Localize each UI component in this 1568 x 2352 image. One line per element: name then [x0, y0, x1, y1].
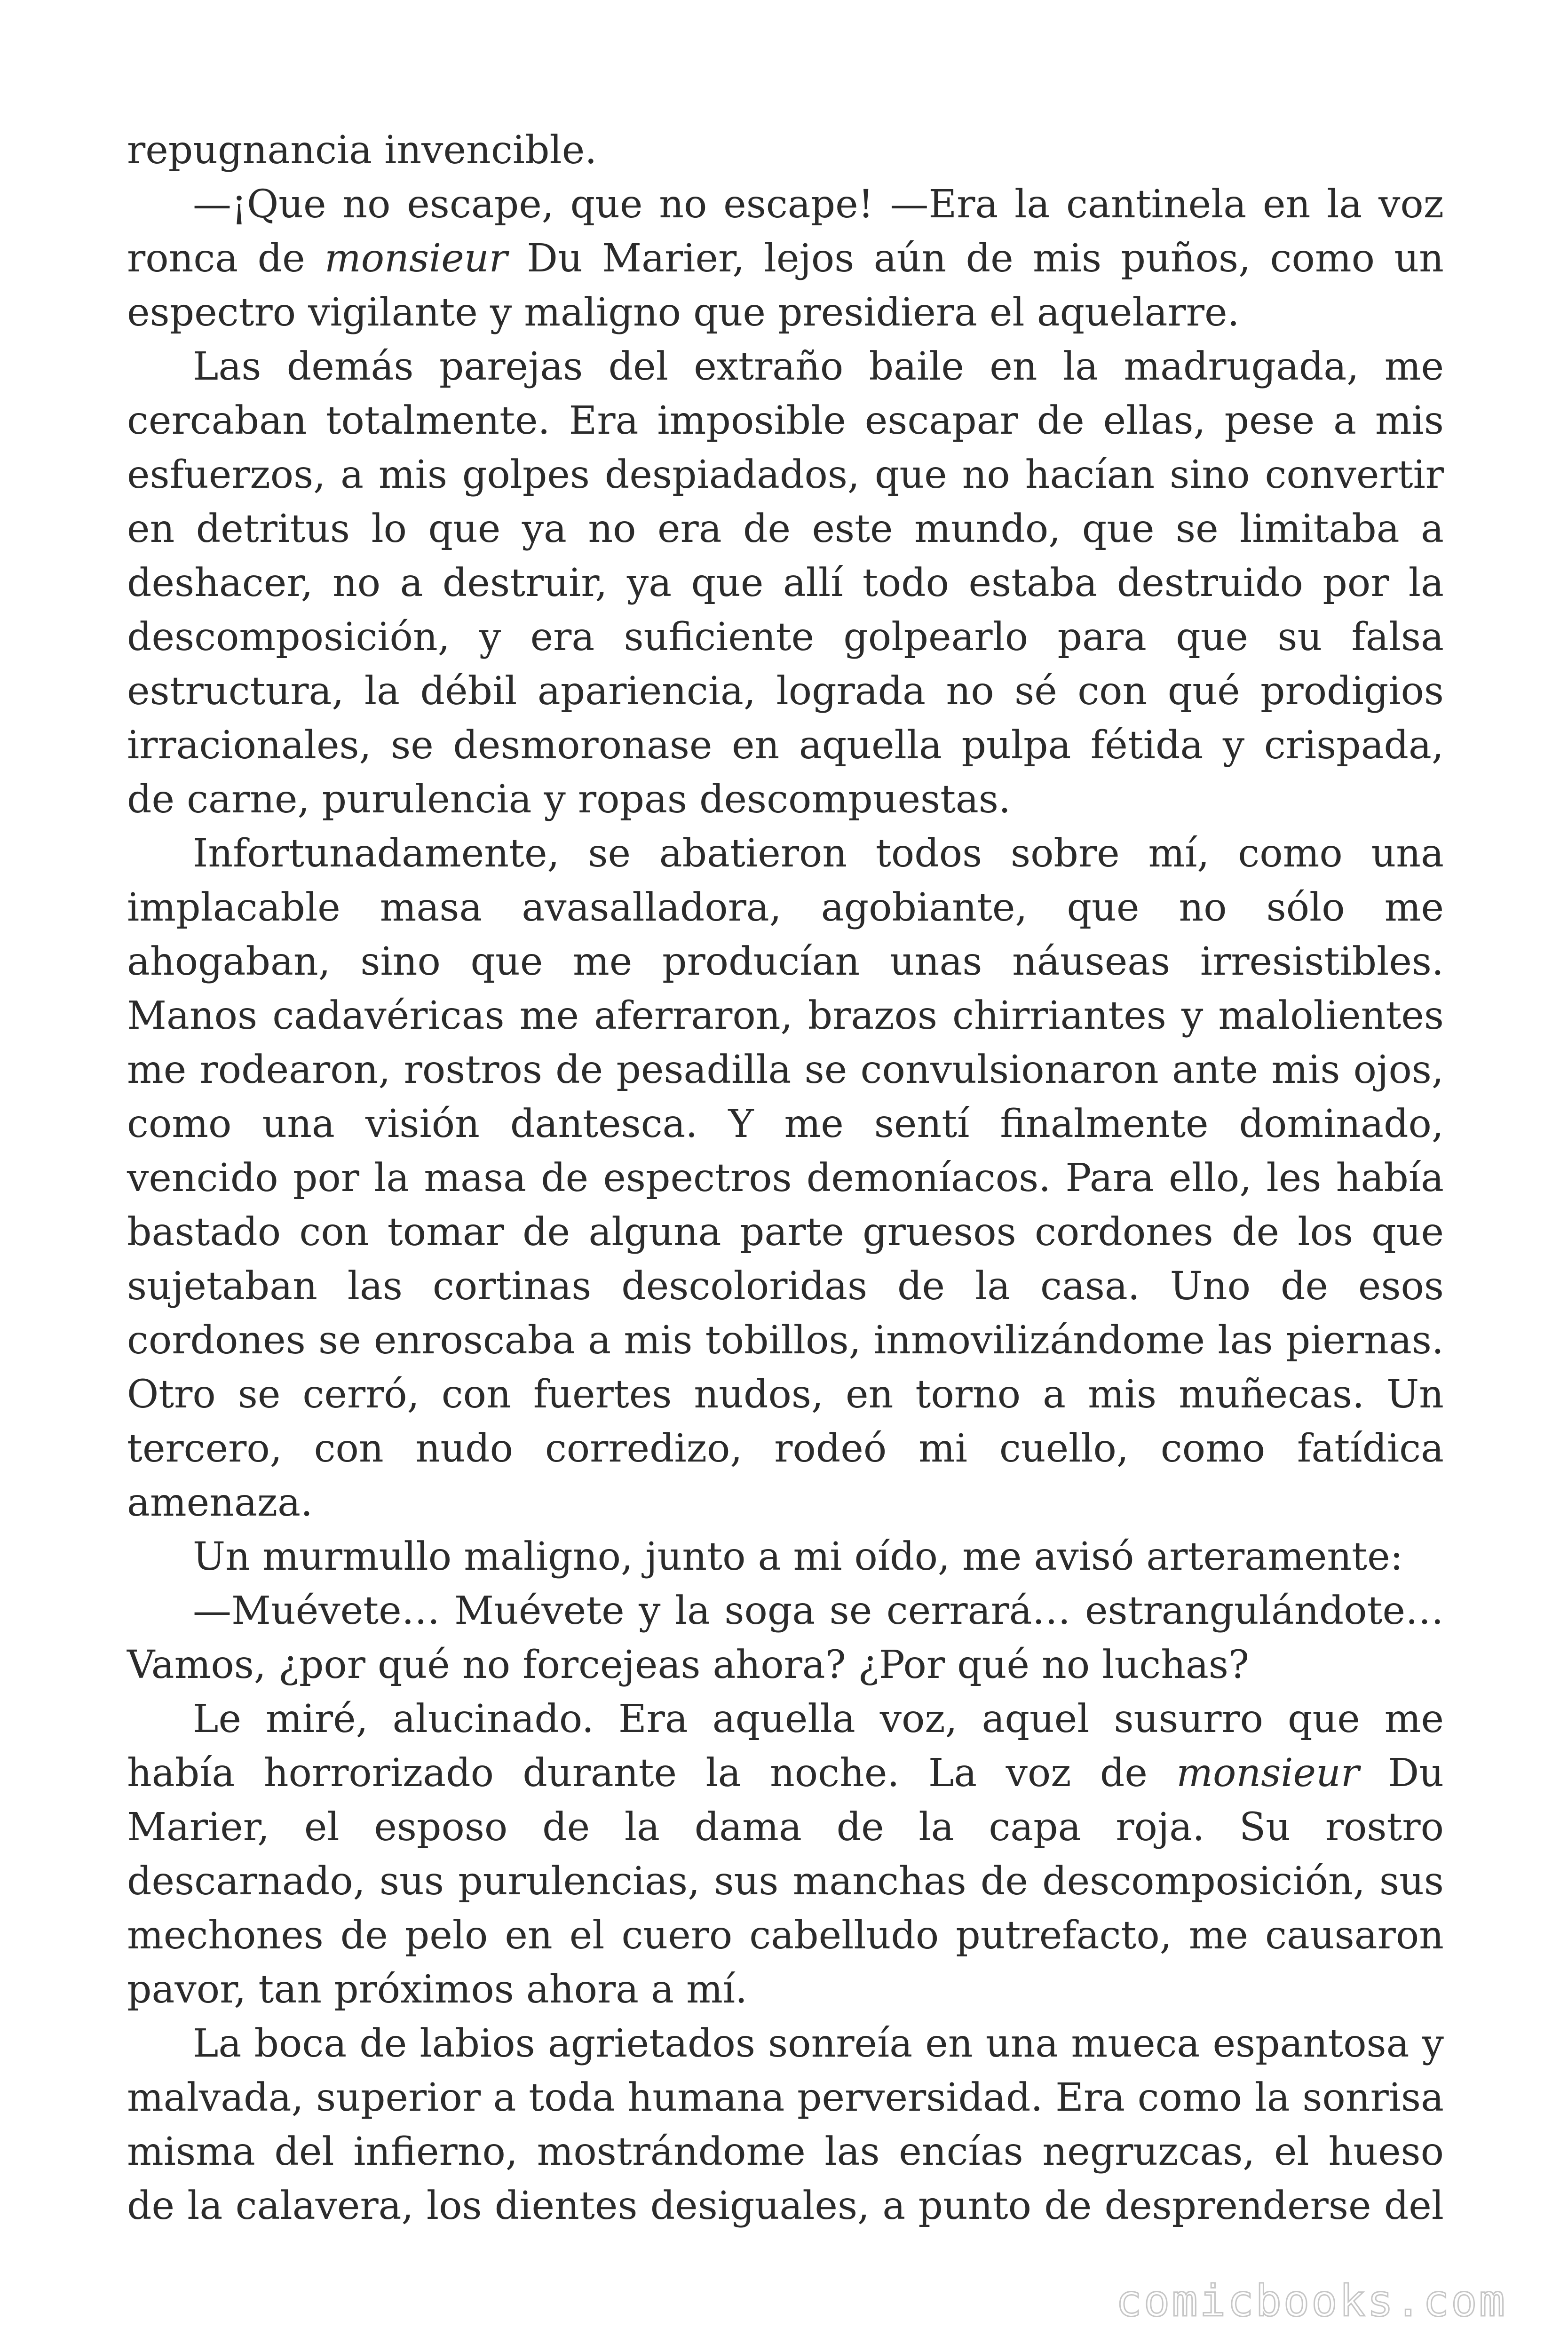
paragraph-text: Le miré, alucinado. Era aquella voz, aquel susurro que me había horrorizado durante la noche. La voz de	[127, 1697, 1444, 1796]
paragraph	[127, 123, 1444, 177]
watermark: comicbooks.com	[1116, 2276, 1507, 2326]
paragraph	[127, 2017, 1444, 2233]
paragraph	[127, 1530, 1444, 1584]
paragraph-text: La boca de labios agrietados sonreía en una mueca espantosa y malvada, superior a toda humana perversidad. Era como la sonrisa misma del infierno, mostrándome las encías negruzcas, el hueso de la calavera, los dientes desiguales, a punto de desprenderse del	[127, 2021, 1444, 2228]
paragraph-text: Infortunadamente, se abatieron todos sobre mí, como una implacable masa avasalladora, agobiante, que no sólo me ahogaban, sino que me producían unas náuseas irresistibles. Manos cadavéricas me aferraron, brazos chirriantes y malolientes me rodearon, rostros de pesadilla se convulsionaron ante mis ojos, como una visión dantesca. Y me sentí finalmente dominado, vencido por la masa de espectros demoníacos. Para ello, les había bastado con tomar de alguna parte gruesos cordones de los que sujetaban las cortinas descoloridas de la casa. Uno de esos cordones se enroscaba a mis tobillos, inmovilizándome las piernas. Otro se cerró, con fuertes nudos, en torno a mis muñecas. Un tercero, con nudo corredizo, rodeó mi cuello, como fatídica amenaza.	[127, 831, 1444, 1525]
paragraph-text: —Muévete… Muévete y la soga se cerrará… estrangulándote… Vamos, ¿por qué no forcejeas ahora? ¿Por qué no luchas?	[127, 1589, 1444, 1687]
paragraph	[127, 177, 1444, 340]
paragraph	[127, 826, 1444, 1530]
paragraph-text: —¡Que no escape, que no escape! —Era la cantinela en la voz ronca de	[127, 182, 1444, 281]
paragraph	[127, 1692, 1444, 2017]
italic-word: monsieur	[325, 236, 507, 281]
paragraph-text: Las demás parejas del extraño baile en la madrugada, me cercaban totalmente. Era imposible escapar de ellas, pese a mis esfuerzos, a mis golpes despiadados, que no hacían sino convertir en detritus lo que ya no era de este mundo, que se limitaba a deshacer, no a destruir, ya que allí todo estaba destruido por la descomposición, y era suficiente golpearlo para que su falsa estructura, la débil apariencia, lograda no sé con qué prodigios irracionales, se desmoronase en aquella pulpa fétida y crispada, de carne, purulencia y ropas descompuestas.	[127, 344, 1444, 822]
paragraph-text: Du Marier, el esposo de la dama de la capa roja. Su rostro descarnado, sus purulencias, sus manchas de descomposición, sus mechones de pelo en el cuero cabelludo putrefacto, me causaron pavor, tan próximos ahora a mí.	[127, 1751, 1444, 2012]
italic-word: monsieur	[1176, 1751, 1360, 1796]
paragraph-text: repugnancia invencible.	[127, 128, 597, 173]
paragraph-text: Du Marier, lejos aún de mis puños, como un espectro vigilante y maligno que presidiera el aquelarre.	[127, 236, 1444, 335]
page-body	[127, 123, 1444, 2233]
paragraph	[127, 1584, 1444, 1692]
paragraph-text: Un murmullo maligno, junto a mi oído, me avisó arteramente:	[193, 1534, 1403, 1579]
paragraph	[127, 340, 1444, 826]
